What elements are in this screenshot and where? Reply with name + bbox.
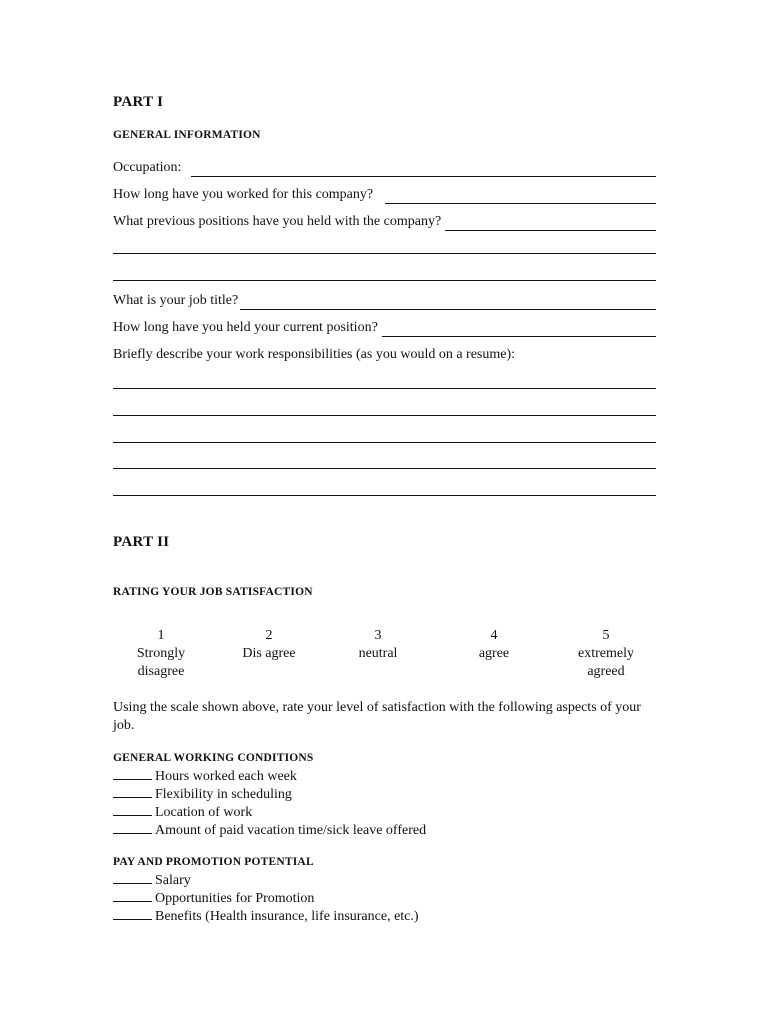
scale-label-line2: disagree (137, 664, 185, 679)
tenure-field[interactable] (113, 186, 656, 204)
tenure-line[interactable] (385, 190, 656, 204)
rating-blank[interactable] (113, 821, 152, 834)
rating-blank[interactable] (113, 785, 152, 798)
current-position-tenure-field[interactable] (113, 319, 656, 337)
scale-label: extremely (578, 646, 634, 661)
rating-item-flexibility (113, 785, 292, 804)
general-working-conditions-heading: GENERAL WORKING CONDITIONS (113, 752, 314, 764)
rating-item-label: Location of work (155, 805, 253, 820)
current-position-tenure-label: How long have you held your current position? (113, 320, 378, 335)
scale-label-line2: agreed (587, 664, 625, 679)
previous-positions-line-2[interactable] (113, 253, 656, 254)
responsibilities-line-5[interactable] (113, 495, 656, 496)
occupation-field[interactable] (113, 159, 656, 177)
scale-number: 3 (374, 628, 382, 643)
part2-subheading: RATING YOUR JOB SATISFACTION (113, 586, 313, 598)
scale-point-3 (323, 627, 433, 663)
scale-point-4 (439, 627, 549, 663)
rating-item-vacation (113, 821, 426, 840)
rating-item-location (113, 803, 252, 822)
rating-blank[interactable] (113, 871, 152, 884)
rating-item-label: Hours worked each week (155, 769, 297, 784)
rating-item-promotion (113, 889, 314, 908)
rating-blank[interactable] (113, 803, 152, 816)
scale-number: 1 (157, 628, 165, 643)
part2-heading: PART II (113, 534, 170, 550)
current-position-tenure-line[interactable] (382, 323, 656, 337)
scale-number: 4 (490, 628, 498, 643)
responsibilities-line-4[interactable] (113, 468, 656, 469)
rating-item-benefits (113, 907, 419, 926)
rating-blank[interactable] (113, 889, 152, 902)
rating-item-label: Benefits (Health insurance, life insurance, etc.) (155, 909, 419, 924)
pay-promotion-heading: PAY AND PROMOTION POTENTIAL (113, 856, 314, 868)
scale-label: Strongly (136, 646, 186, 661)
scale-label: Dis agree (242, 646, 296, 661)
describe-responsibilities-prompt: Briefly describe your work responsibilities (as you would on a resume): (113, 347, 516, 362)
rating-instructions: Using the scale shown above, rate your level of satisfaction with the following aspects of your job. (113, 700, 641, 733)
job-title-line[interactable] (240, 296, 656, 310)
scale-point-5 (551, 627, 661, 681)
previous-positions-line[interactable] (445, 217, 656, 231)
job-title-label: What is your job title? (113, 293, 239, 308)
rating-blank[interactable] (113, 907, 152, 920)
scale-point-2 (214, 627, 324, 663)
scale-point-1 (106, 627, 216, 681)
job-title-field[interactable] (113, 292, 656, 310)
previous-positions-line-3[interactable] (113, 280, 656, 281)
responsibilities-line-2[interactable] (113, 415, 656, 416)
rating-item-label: Flexibility in scheduling (155, 787, 292, 802)
rating-item-salary (113, 871, 191, 890)
previous-positions-label: What previous positions have you held with the company? (113, 214, 442, 229)
responsibilities-line-1[interactable] (113, 388, 656, 389)
part1-heading: PART I (113, 94, 164, 110)
part1-subheading: GENERAL INFORMATION (113, 129, 261, 141)
scale-number: 2 (265, 628, 273, 643)
occupation-label: Occupation: (113, 160, 182, 175)
rating-item-label: Amount of paid vacation time/sick leave offered (155, 823, 427, 838)
rating-item-label: Salary (155, 873, 191, 888)
rating-item-hours (113, 767, 297, 786)
scale-label: neutral (358, 646, 398, 661)
rating-item-label: Opportunities for Promotion (155, 891, 315, 906)
previous-positions-field[interactable] (113, 213, 656, 231)
scale-label: agree (478, 646, 510, 661)
rating-blank[interactable] (113, 767, 152, 780)
scale-number: 5 (602, 628, 610, 643)
occupation-line[interactable] (191, 163, 656, 177)
tenure-label: How long have you worked for this company? (113, 187, 374, 202)
responsibilities-line-3[interactable] (113, 442, 656, 443)
